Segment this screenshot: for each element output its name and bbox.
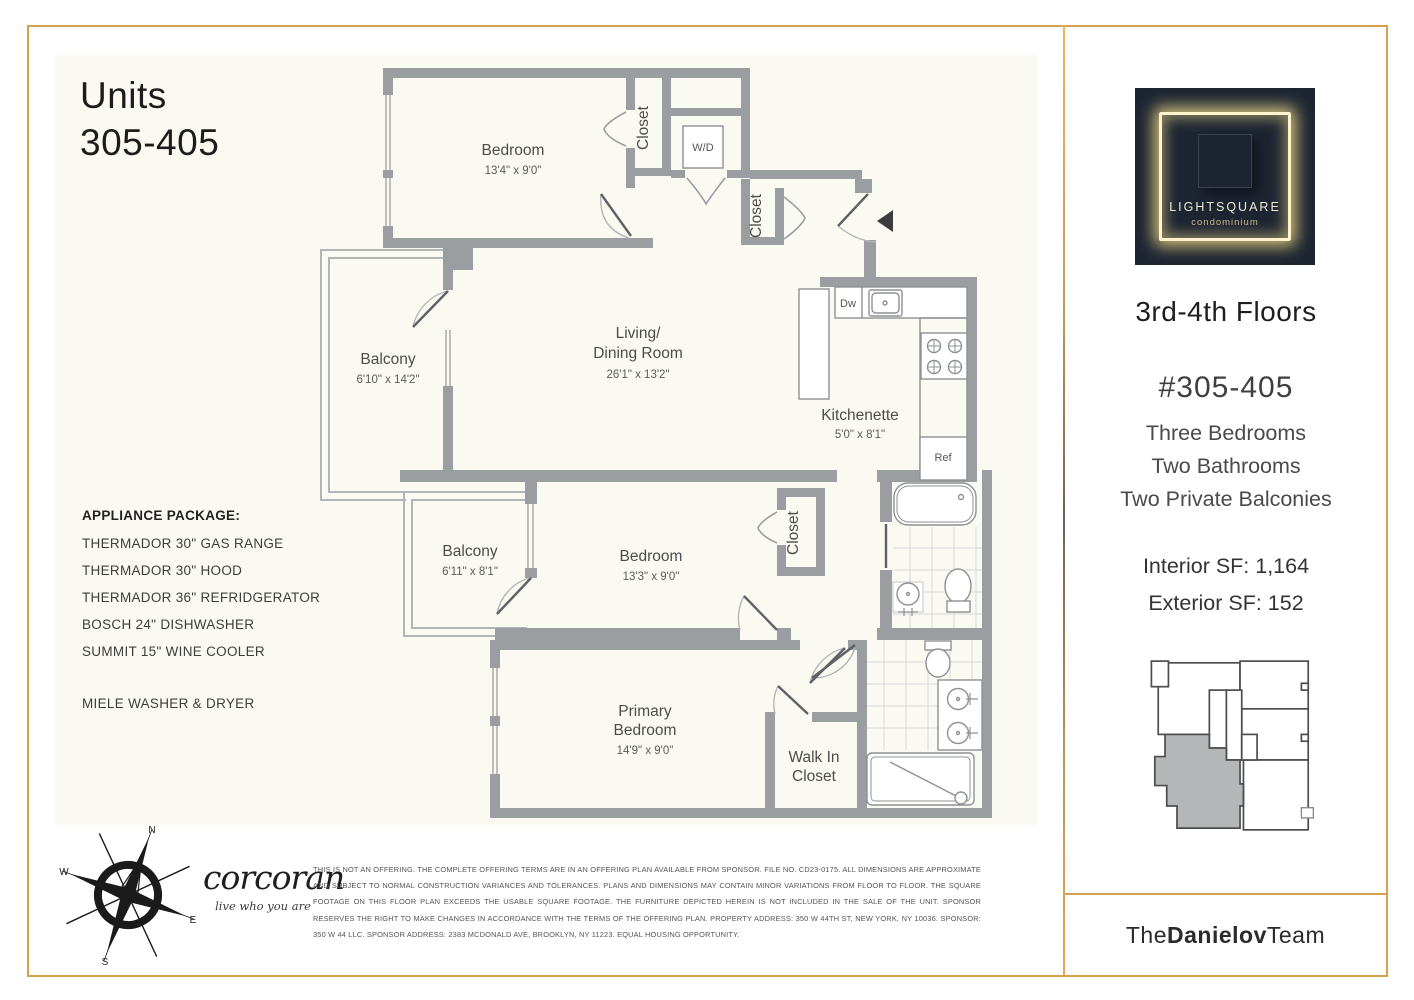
corcoran-wordmark: corcoran [203,858,345,897]
exterior-sf: Exterior SF: 152 [1148,591,1304,615]
floors-label: 3rd-4th Floors [1135,296,1317,327]
gold-divider [1063,25,1065,975]
compass-s: S [101,957,109,968]
balcony1-label: Balcony [360,351,416,368]
bathtub [894,483,976,525]
bedroom2-dims: 13'3" x 9'0" [622,571,680,583]
kitchen-peninsula [799,289,829,399]
balcony2-dims: 6'11" x 8'1" [442,566,498,578]
corcoran-tagline: live who you are [215,899,311,913]
bedroom1-label: Bedroom [481,142,545,159]
bedroom1-dims: 13'4" x 9'0" [484,165,542,177]
kitchen-sink [869,290,902,316]
living-dims: 26'1" x 13'2" [606,369,670,381]
bath2-toilet [925,641,951,677]
walkin-label2: Closet [792,768,836,785]
kitchenette-label: Kitchenette [821,407,899,424]
unit-features [1066,417,1386,516]
page-title [80,72,219,166]
bedroom2-label: Bedroom [619,548,683,565]
unit-info [1066,296,1386,616]
compass-w: W [59,867,69,878]
compass-needles [53,820,203,970]
kitchen-fixtures [683,126,967,480]
floor-plan [310,55,1045,845]
windows [383,95,537,774]
corcoran-brand [203,858,345,913]
team-post: Team [1266,921,1326,948]
compass-n: N [148,825,156,836]
bath1-toilet [945,569,971,612]
closet2-label: Closet [748,194,765,238]
lightsquare-logo [1135,88,1315,265]
interior-sf: Interior SF: 1,164 [1142,554,1310,578]
primary-label2: Bedroom [613,722,677,739]
compass-e: E [189,915,197,926]
bath1-fixtures [893,483,976,616]
entry-arrow [877,210,893,232]
stove [921,333,967,379]
dw-label: Dw [840,298,856,310]
legal-disclaimer: THIS IS NOT AN OFFERING. THE COMPLETE OFFERING TERMS ARE IN AN OFFERING PLAN AVAILABLE FROM SPONSOR. FILE NO. CD23-0175. ALL DIMENSIONS ARE APPROXIMATE AND SUBJECT TO NORMAL CONSTRUCTION VARIANCES AND TOLERANCES. PLANS AND DIMENSIONS MAY CONTAIN MINOR VARIATIONS FROM FLOOR TO FLOOR. THE SQUARE FOOTAGE ON THIS FLOOR PLAN EXCEEDS THE USABLE SQUARE FOOTAGE. THE FURNITURE DEPICTED HEREIN IS NOT INCLUDED IN THE SALE OF THE UNIT. SPONSOR RESERVES THE RIGHT TO MAKE CHANGES IN ACCORDANCE WITH THE TERMS OF THE OFFERING PLAN. PROPERTY ADDRESS: 350 W 44TH ST, NEW YORK, NY 10036. SPONSOR: 350 W 44 LLC. SPONSOR ADDRESS: 2383 MCDONALD AVE, BROOKLYN, NY 11223. EQUAL HOUSING OPPORTUNITY. [313,865,981,939]
bath1-sink [893,582,923,616]
balcony1-dims: 6'10" x 14'2" [356,374,420,386]
primary-label1: Primary [618,703,672,720]
balcony-outlines [321,250,527,636]
appliance-item: SUMMIT 15" WINE COOLER [82,644,265,659]
appliance-item: THERMADOR 36" REFRIDGERATOR [82,590,321,605]
logo-inner-square [1198,134,1252,188]
logo-title: LIGHTSQUARE [1169,200,1281,214]
closet3-label: Closet [785,511,802,555]
unit-number: #305-405 [1158,371,1294,404]
appliance-package [82,508,320,723]
appliance-item: BOSCH 24" DISHWASHER [82,617,255,632]
appliance-item: THERMADOR 30" GAS RANGE [82,536,284,551]
bath2-vanity [938,680,982,750]
closet1-label: Closet [635,106,652,150]
living-label1: Living/ [615,325,661,342]
compass-rose [53,820,203,970]
feature-bathrooms: Two Bathrooms [1151,454,1301,478]
primary-dims: 14'9" x 9'0" [616,745,674,757]
key-plan [1146,656,1316,836]
walkin-label1: Walk In [788,749,840,766]
living-label2: Dining Room [593,345,683,362]
team-pre: The [1125,921,1167,948]
kitchenette-dims: 5'0" x 8'1" [834,429,886,441]
appliance-heading: APPLIANCE PACKAGE: [82,508,241,523]
team-banner [1065,893,1386,975]
title-line2: 305-405 [80,122,220,163]
appliance-laundry: MIELE WASHER & DRYER [82,696,255,711]
title-line1: Units [80,75,167,116]
team-name: Danielov [1167,921,1267,948]
wd-label: W/D [692,142,714,154]
appliance-item: THERMADOR 30" HOOD [82,563,243,578]
shower [867,753,974,805]
feature-balconies: Two Private Balconies [1120,487,1332,511]
ref-label: Ref [934,452,952,464]
logo-subtitle: condominium [1191,217,1259,228]
feature-bedrooms: Three Bedrooms [1145,421,1307,445]
balcony2-label: Balcony [442,543,498,560]
